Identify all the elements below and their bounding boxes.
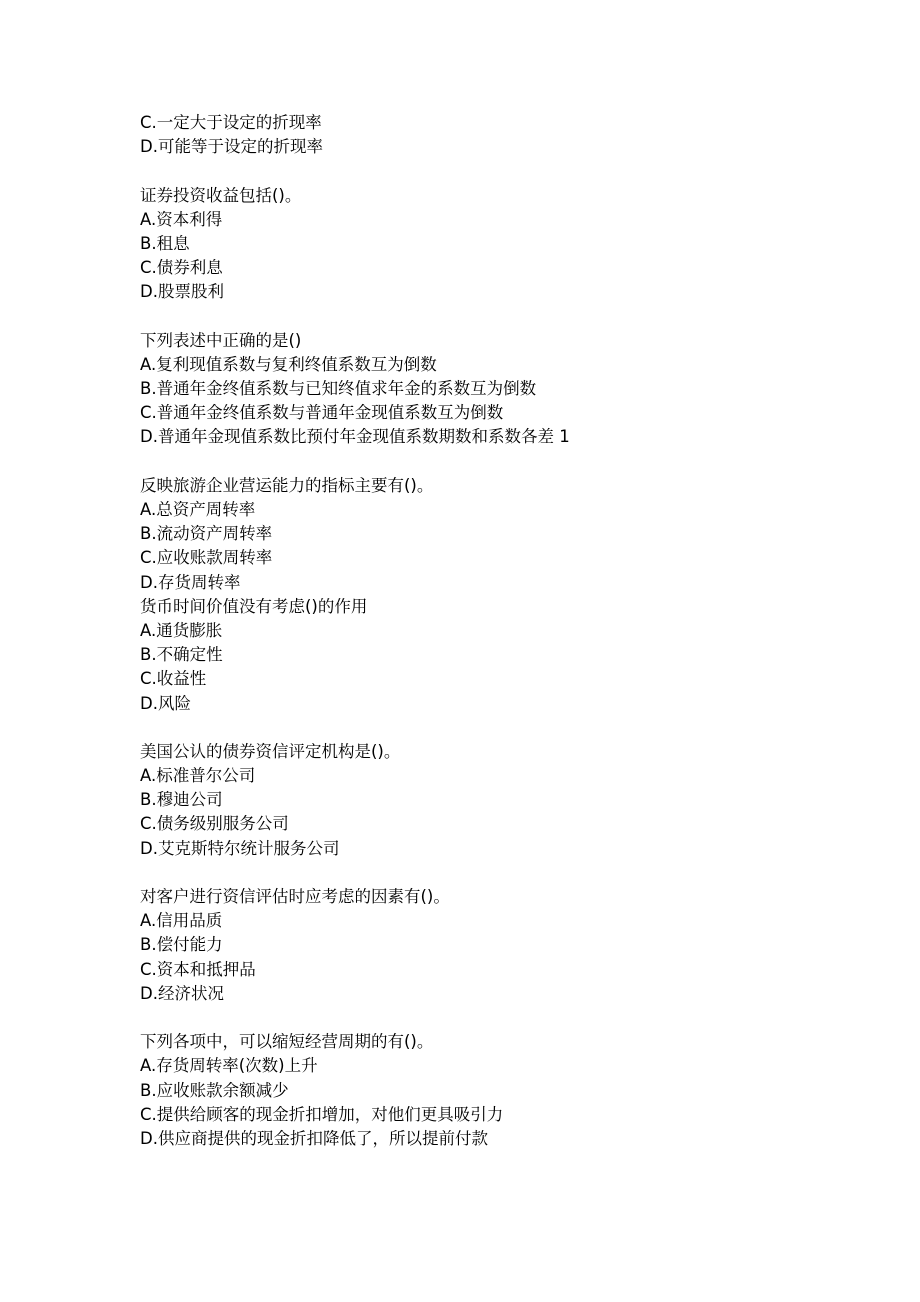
answer-option: A.信用品质 <box>140 911 223 931</box>
answer-option: D.股票股利 <box>140 282 224 302</box>
answer-option: C.一定大于设定的折现率 <box>140 113 322 132</box>
blank-line <box>140 305 860 329</box>
blank-line <box>140 1006 860 1030</box>
answer-option: C.债务级别服务公司 <box>140 814 289 834</box>
answer-option: C.应收账款周转率 <box>140 548 273 568</box>
answer-option: A.总资产周转率 <box>140 500 256 519</box>
answer-option: A.通货膨胀 <box>140 620 223 640</box>
answer-option: A.标准普尔公司 <box>140 766 256 786</box>
answer-option: D.存货周转率 <box>140 572 241 592</box>
answer-option: C.收益性 <box>140 669 207 689</box>
answer-option: B.流动资产周转率 <box>140 524 273 544</box>
answer-option: B.应收账款余额减少 <box>140 1080 289 1100</box>
answer-option: D.普通年金现值系数比预付年金现值系数期数和系数各差 1 <box>140 427 570 447</box>
answer-option: D.风险 <box>140 693 191 713</box>
question-text: 下列各项中，可以缩短经营周期的有()。 <box>140 1032 434 1052</box>
answer-option: C.资本和抵押品 <box>140 959 256 979</box>
question-text: 证券投资收益包括()。 <box>140 185 302 205</box>
blank-line <box>140 861 860 885</box>
answer-option: B.不确定性 <box>140 645 223 665</box>
blank-line <box>140 716 860 740</box>
question-text: 反映旅游企业营运能力的指标主要有()。 <box>140 475 434 495</box>
question-text: 货币时间价值没有考虑()的作用 <box>140 596 368 616</box>
answer-option: C.普通年金终值系数与普通年金现值系数互为倒数 <box>140 403 504 423</box>
blank-line <box>140 450 860 474</box>
question-text: 美国公认的债券资信评定机构是()。 <box>140 741 401 761</box>
answer-option: D.经济状况 <box>140 983 224 1003</box>
answer-option: A.存货周转率(次数)上升 <box>140 1056 318 1076</box>
question-text: 下列表述中正确的是() <box>140 330 302 350</box>
answer-option: B.偿付能力 <box>140 935 223 955</box>
answer-option: A.复利现值系数与复利终值系数互为倒数 <box>140 354 437 374</box>
answer-option: C.提供给顾客的现金折扣增加，对他们更具吸引力 <box>140 1104 504 1124</box>
answer-option: C.债券利息 <box>140 258 223 278</box>
answer-option: A.资本利得 <box>140 209 223 229</box>
answer-option: D.供应商提供的现金折扣降低了，所以提前付款 <box>140 1128 488 1148</box>
answer-option: B.穆迪公司 <box>140 790 223 810</box>
document-page <box>140 111 860 1151</box>
answer-option: B.租息 <box>140 233 190 253</box>
answer-option: B.普通年金终值系数与已知终值求年金的系数互为倒数 <box>140 379 537 399</box>
answer-option: D.可能等于设定的折现率 <box>140 137 323 157</box>
answer-option: D.艾克斯特尔统计服务公司 <box>140 838 340 858</box>
question-text: 对客户进行资信评估时应考虑的因素有()。 <box>140 887 450 906</box>
blank-line <box>140 159 860 183</box>
